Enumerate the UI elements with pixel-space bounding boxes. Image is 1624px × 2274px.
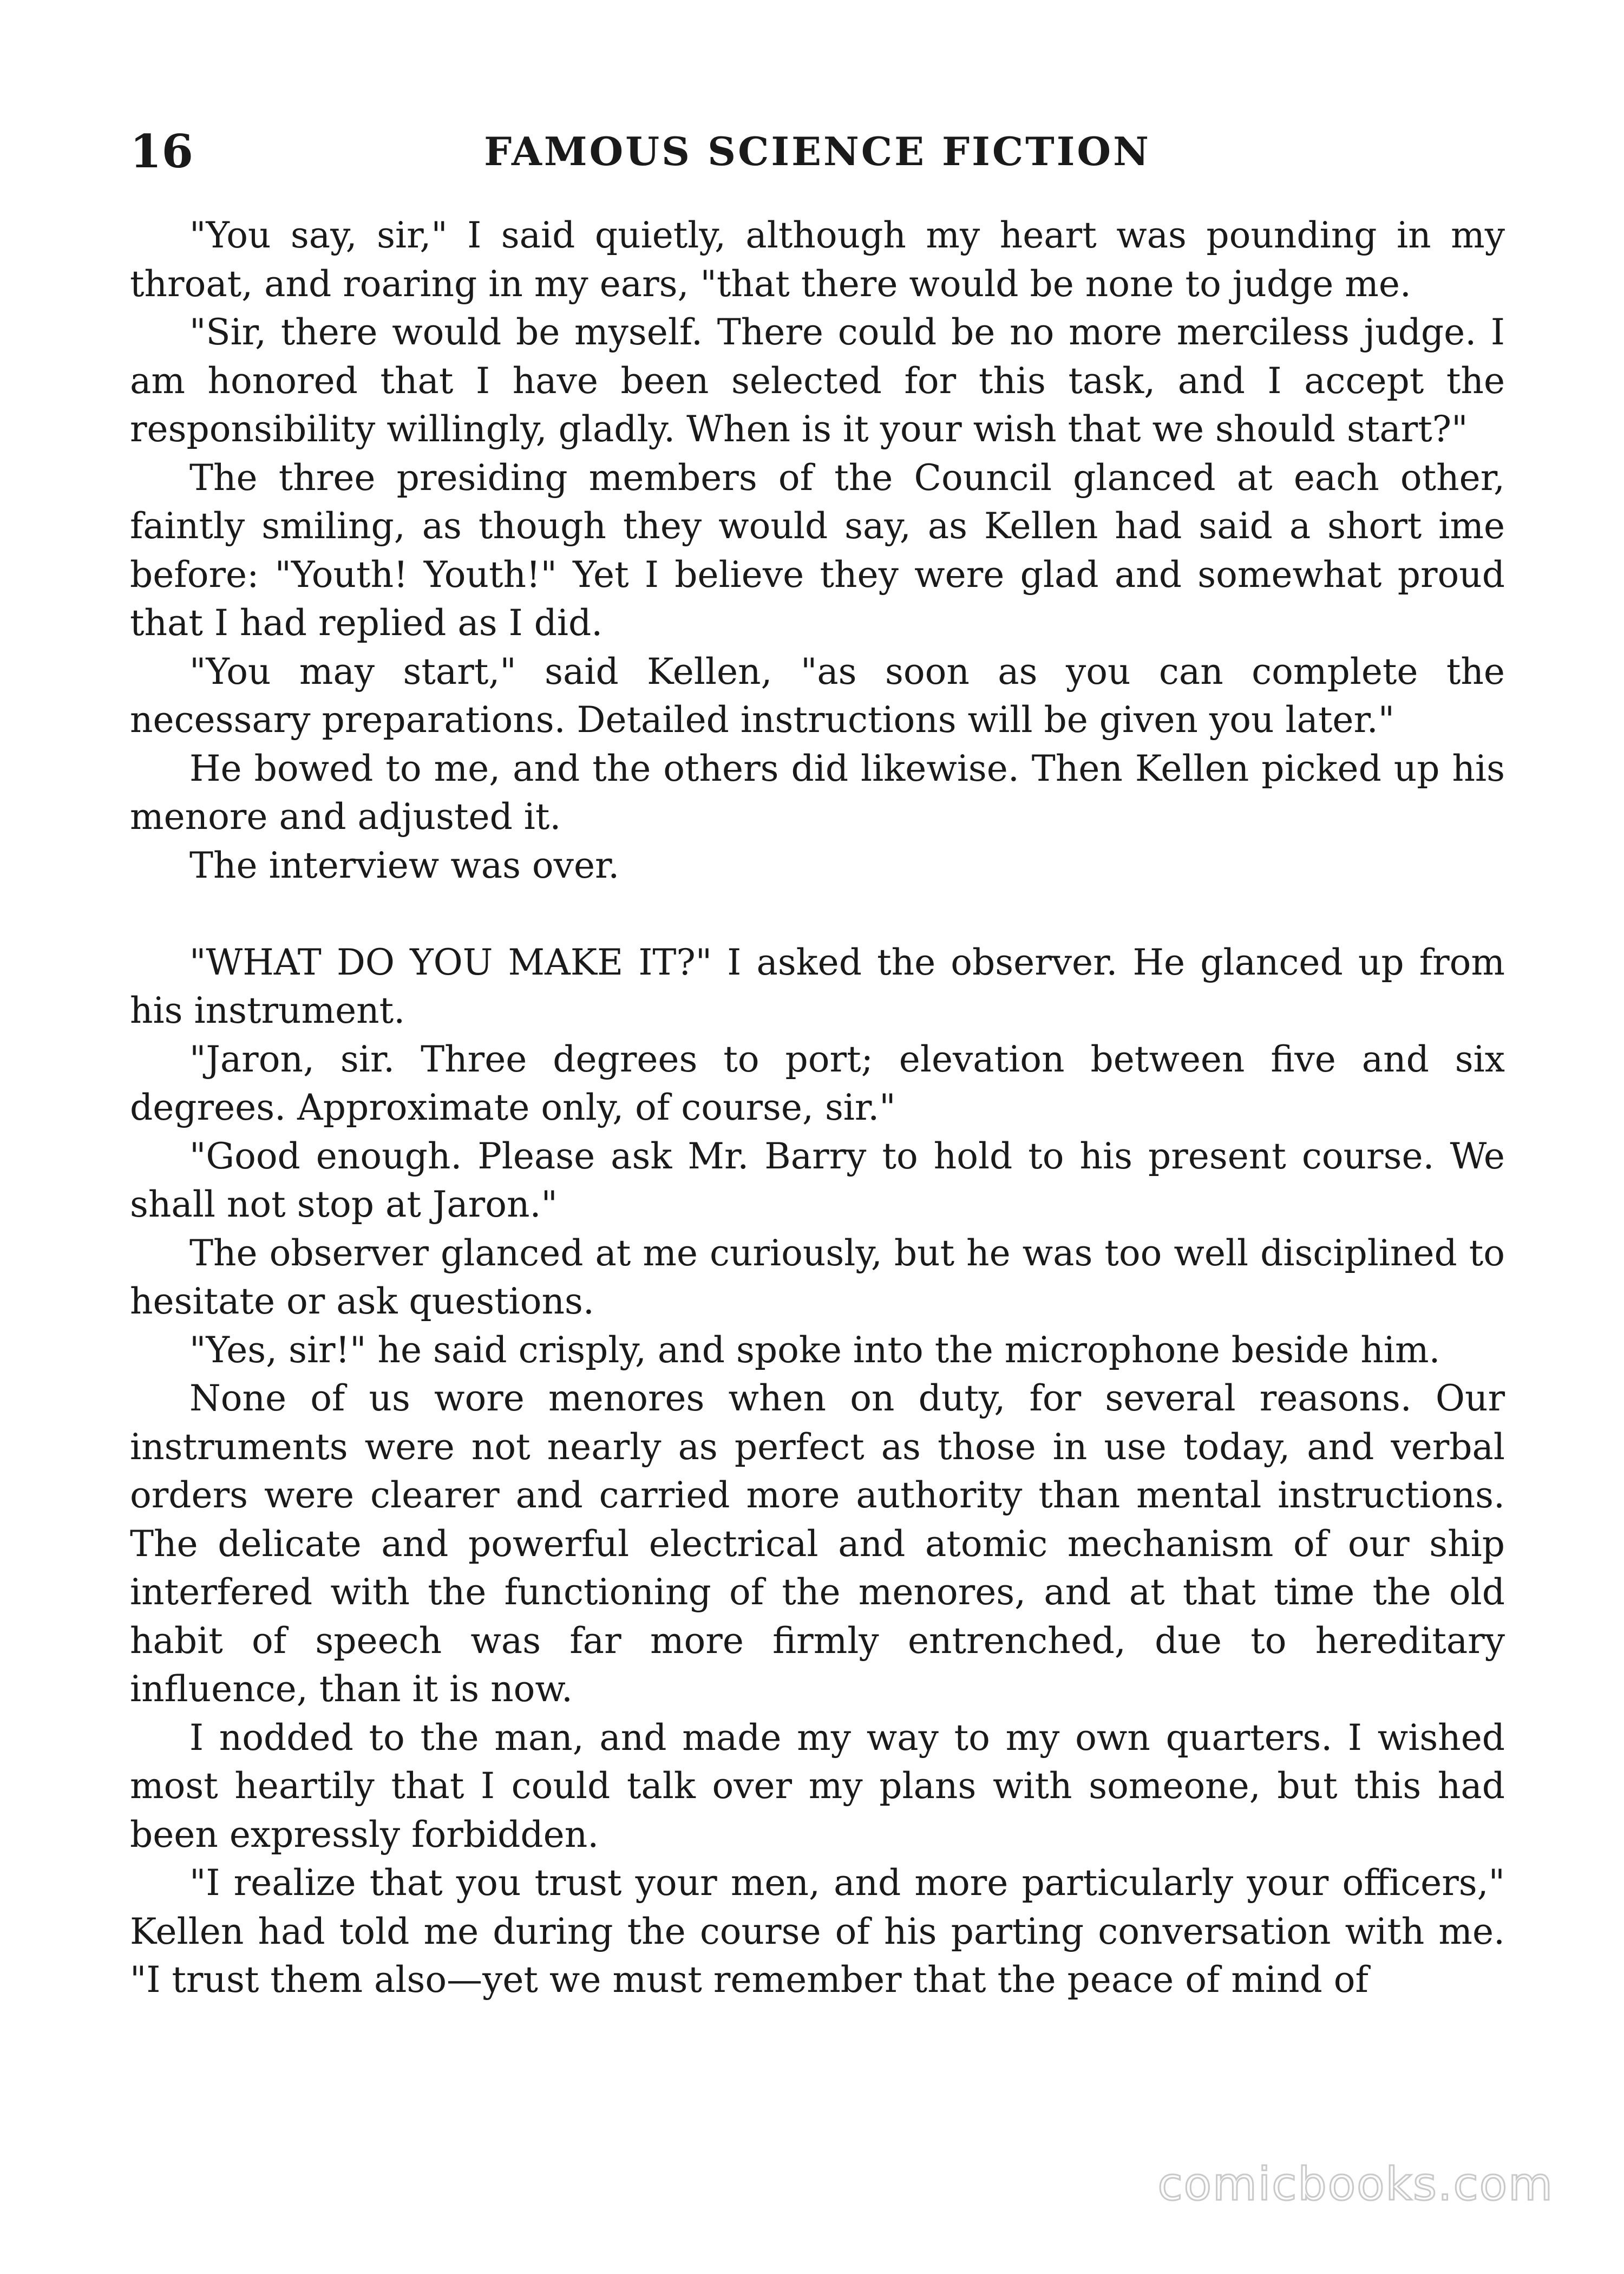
paragraph: None of us wore menores when on duty, for several reasons. Our instruments were not nearly as perfect as those in use today, and verbal orders were clearer and carried more authority than mental instructions. The delicate and powerful electrical and atomic mechanism of our ship interfered with the functioning of the menores, and at that time the old habit of speech was far more firmly entrenched, due to hereditary influence, than it is now.: [130, 1377, 1505, 1710]
story-text: [130, 211, 1505, 2004]
page-number: 16: [130, 125, 193, 178]
paragraph: "WHAT DO YOU MAKE IT?" I asked the observer. He glanced up from his instrument.: [130, 941, 1505, 1031]
paragraph: The observer glanced at me curiously, but he was too well disciplined to hesitate or ask questions.: [130, 1232, 1505, 1322]
paragraph: "You may start," said Kellen, "as soon as you can complete the necessary preparations. Detailed instructions will be given you later.": [130, 650, 1505, 741]
paragraph: "Jaron, sir. Three degrees to port; elevation between five and six degrees. Approximate only, of course, sir.": [130, 1038, 1505, 1128]
section-break: [130, 890, 1505, 938]
paragraph: The three presiding members of the Council glanced at each other, faintly smiling, as though they would say, as Kellen had said a short ime before: "Youth! Youth!" Yet I believe they were glad and somewhat proud that I had replied as I did.: [130, 456, 1505, 644]
paragraph: "Yes, sir!" he said crisply, and spoke into the microphone beside him.: [189, 1329, 1440, 1371]
paragraph: "You say, sir," I said quietly, although my heart was pounding in my throat, and roaring in my ears, "that there would be none to judge me.: [130, 214, 1505, 305]
page-header: [130, 122, 1505, 181]
paragraph: "I realize that you trust your men, and more particularly your officers," Kellen had told me during the course of his parting conversation with me. "I trust them also—yet we must remember that the peace of mind of: [130, 1862, 1505, 2001]
paragraph: I nodded to the man, and made my way to my own quarters. I wished most heartily that I could talk over my plans with someone, but this had been expressly forbidden.: [130, 1716, 1505, 1855]
paragraph: "Sir, there would be myself. There could be no more merciless judge. I am honored that I have been selected for this task, and I accept the responsibility willingly, gladly. When is it your wish that we should start?": [130, 311, 1505, 450]
paragraph: The interview was over.: [189, 844, 620, 886]
paragraph: He bowed to me, and the others did likewise. Then Kellen picked up his menore and adjusted it.: [130, 747, 1505, 838]
running-title: FAMOUS SCIENCE FICTION: [484, 128, 1151, 174]
watermark: comicbooks.com: [1157, 2158, 1554, 2211]
paragraph: "Good enough. Please ask Mr. Barry to hold to his present course. We shall not stop at Jaron.": [130, 1135, 1505, 1225]
